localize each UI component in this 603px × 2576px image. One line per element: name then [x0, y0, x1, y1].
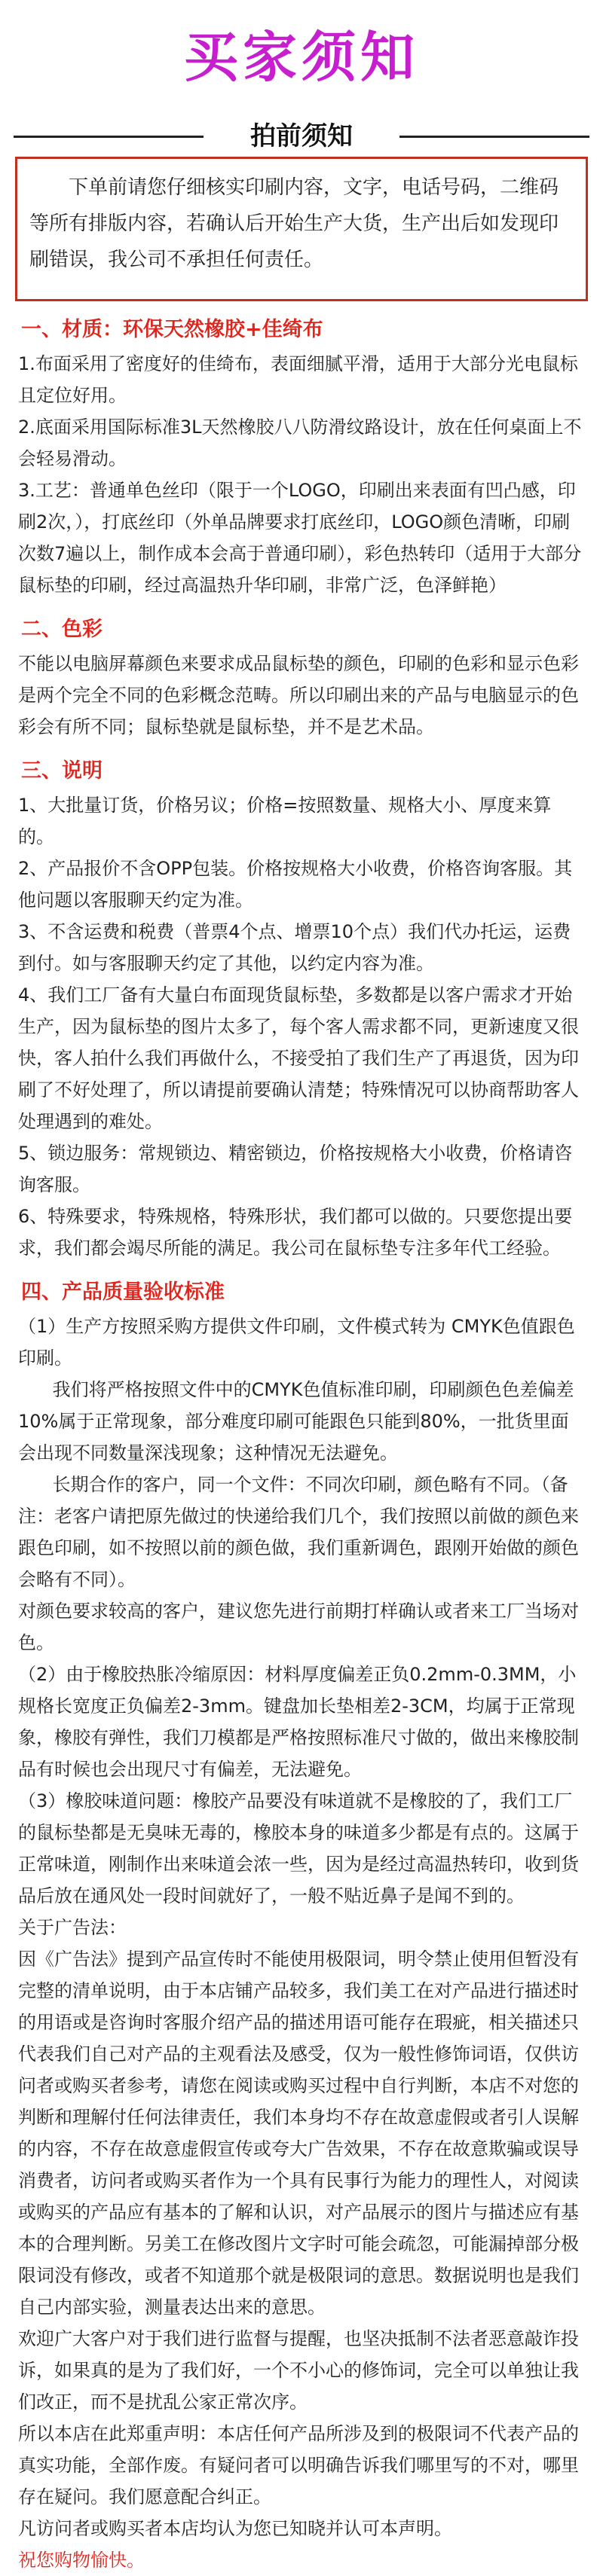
ad-law-paragraph: 欢迎广大客户对于我们进行监督与提醒，也坚决抵制不法者恶意敲诈投诉，如果真的是为了我们好，一个不小心的修饰词，完全可以单独让我们改正，而不是扰乱公家正常次序。: [18, 2328, 579, 2413]
quality-paragraph: （1）生产方按照采购方提供文件印刷，文件模式转为 CMYK色值跟色印刷。: [18, 1316, 575, 1369]
section-heading-quality: 四、产品质量验收标准: [21, 1280, 225, 1304]
closing-wish: 祝您购物愉快。: [18, 2550, 145, 2571]
material-paragraph: 1.布面采用了密度好的佳绮布，表面细腻平滑，适用于大部分光电鼠标且定位好用。: [18, 353, 578, 406]
notes-paragraph: 3、不含运费和税费（普票4个点、增票10个点）我们代办托运，运费到付。如与客服聊天约定了其他，以约定内容为准。: [18, 921, 571, 974]
notes-paragraph: 6、特殊要求，特殊规格，特殊形状，我们都可以做的。只要您提出要求，我们都会竭尽所能的满足。我公司在鼠标垫专注多年代工经验。: [18, 1206, 573, 1259]
subtitle: 拍前须知: [204, 119, 399, 154]
subtitle-bar: [14, 119, 589, 154]
quality-paragraph: 我们将严格按照文件中的CMYK色值标准印刷，印刷颜色色差偏差10%属于正常现象，部分难度印刷可能跟色只能到80%，一批货里面会出现不同数量深浅现象；这种情况无法避免。: [18, 1379, 574, 1463]
page-title: 买家须知: [183, 26, 419, 89]
notes-paragraph: 4、我们工厂备有大量白布面现货鼠标垫，多数都是以客户需求才开始生产，因为鼠标垫的图片太多了，每个客人需求都不同，更新速度又很快，客人拍什么我们再做什么，不接受拍了我们生产了再退货，因为印刷了不好处理了，所以请提前要确认清楚；特殊情况可以协商帮助客人处理遇到的难处。: [18, 984, 579, 1132]
notice-box: 下单前请您仔细核实印刷内容，文字，电话号码，二维码等所有排版内容，若确认后开始生产大货，生产出后如发现印刷错误，我公司不承担任何责任。: [15, 157, 588, 301]
ad-law-heading: 关于广告法：: [18, 1917, 127, 1938]
ad-law-paragraph: 因《广告法》提到产品宣传时不能使用极限词，明令禁止使用但暂没有完整的清单说明，由于本店铺产品较多，我们美工在对产品进行描述时的用语或是咨询时客服介绍产品的描述用语可能存在瑕疵，相关描述只代表我们自己对产品的主观看法及感受，仅为一般性修饰词语，仅供访问者或购买者参考，请您在阅读或购买过程中自行判断，本店不对您的判断和理解付任何法律责任，我们本身均不存在故意虚假或者引人误解的内容，不存在故意虚假宣传或夸大广告效果，不存在故意欺骗或误导消费者，访问者或购买者作为一个具有民事行为能力的理性人，对阅读或购买的产品应有基本的了解和认识，对产品展示的图片与描述应有基本的合理判断。另美工在修改图片文字时可能会疏忽，可能漏掉部分极限词没有修改，或者不知道那个就是极限词的意思。数据说明也是我们自己内部实验，测量表达出来的意思。: [18, 1949, 579, 2318]
notes-paragraph: 5、锁边服务：常规锁边、精密锁边，价格按规格大小收费，价格请咨询客服。: [18, 1143, 573, 1195]
ad-law-paragraph: 凡访问者或购买者本店均认为您已知晓并认可本声明。: [18, 2518, 452, 2539]
section-heading-material: 一、材质：环保天然橡胶+佳绮布: [21, 318, 323, 341]
section-heading-notes: 三、说明: [21, 759, 103, 783]
material-paragraph: 2.底面采用国际标准3L天然橡胶八八防滑纹路设计，放在任何桌面上不会轻易滑动。: [18, 417, 582, 469]
notes-paragraph: 2、产品报价不含OPP包装。价格按规格大小收费，价格咨询客服。其他问题以客服聊天约定为准。: [18, 858, 573, 911]
notes-paragraph: 1、大批量订货，价格另议；价格=按照数量、规格大小、厚度来算的。: [18, 795, 552, 847]
color-paragraph: 不能以电脑屏幕颜色来要求成品鼠标垫的颜色，印刷的色彩和显示色彩是两个完全不同的色彩概念范畴。所以印刷出来的产品与电脑显示的色彩会有所不同；鼠标垫就是鼠标垫，并不是艺术品。: [18, 653, 579, 737]
quality-paragraph: 对颜色要求较高的客户，建议您先进行前期打样确认或者来工厂当场对色。: [18, 1601, 579, 1653]
material-paragraph: 3.工艺：普通单色丝印（限于一个LOGO，印刷出来表面有凹凸感，印刷2次，），打底丝印（外单品牌要求打底丝印，LOGO颜色清晰，印刷次数7遍以上，制作成本会高于普通印刷），彩色热转印（适用于大部分鼠标垫的印刷，经过高温热升华印刷，非常广泛，色泽鲜艳）: [18, 480, 582, 596]
quality-paragraph: 长期合作的客户，同一个文件：不同次印刷，颜色略有不同。（备注：老客户请把原先做过的快递给我们几个，我们按照以前做的颜色来跟色印刷，如不按照以前的颜色做，我们重新调色，跟刚开始做的颜色会略有不同）。: [18, 1474, 579, 1590]
ad-law-paragraph: 所以本店在此郑重声明：本店任何产品所涉及到的极限词不代表产品的真实功能，全部作废。有疑问者可以明确告诉我们哪里写的不对，哪里存在疑问。我们愿意配合纠正。: [18, 2423, 579, 2507]
quality-paragraph: （2）由于橡胶热胀冷缩原因：材料厚度偏差正负0.2mm-0.3MM，小规格长宽度正负偏差2-3mm。键盘加长垫相差2-3CM，均属于正常现象，橡胶有弹性，我们刀模都是严格按照标准尺寸做的，做出来橡胶制品有时候也会出现尺寸有偏差，无法避免。: [18, 1664, 579, 1780]
quality-paragraph: （3）橡胶味道问题：橡胶产品要没有味道就不是橡胶的了，我们工厂的鼠标垫都是无臭味无毒的，橡胶本身的味道多少都是有点的。这属于正常味道，刚制作出来味道会浓一些，因为是经过高温热转印，收到货品后放在通风处一段时间就好了，一般不贴近鼻子是闻不到的。: [18, 1790, 579, 1906]
section-heading-color: 二、色彩: [21, 618, 103, 641]
